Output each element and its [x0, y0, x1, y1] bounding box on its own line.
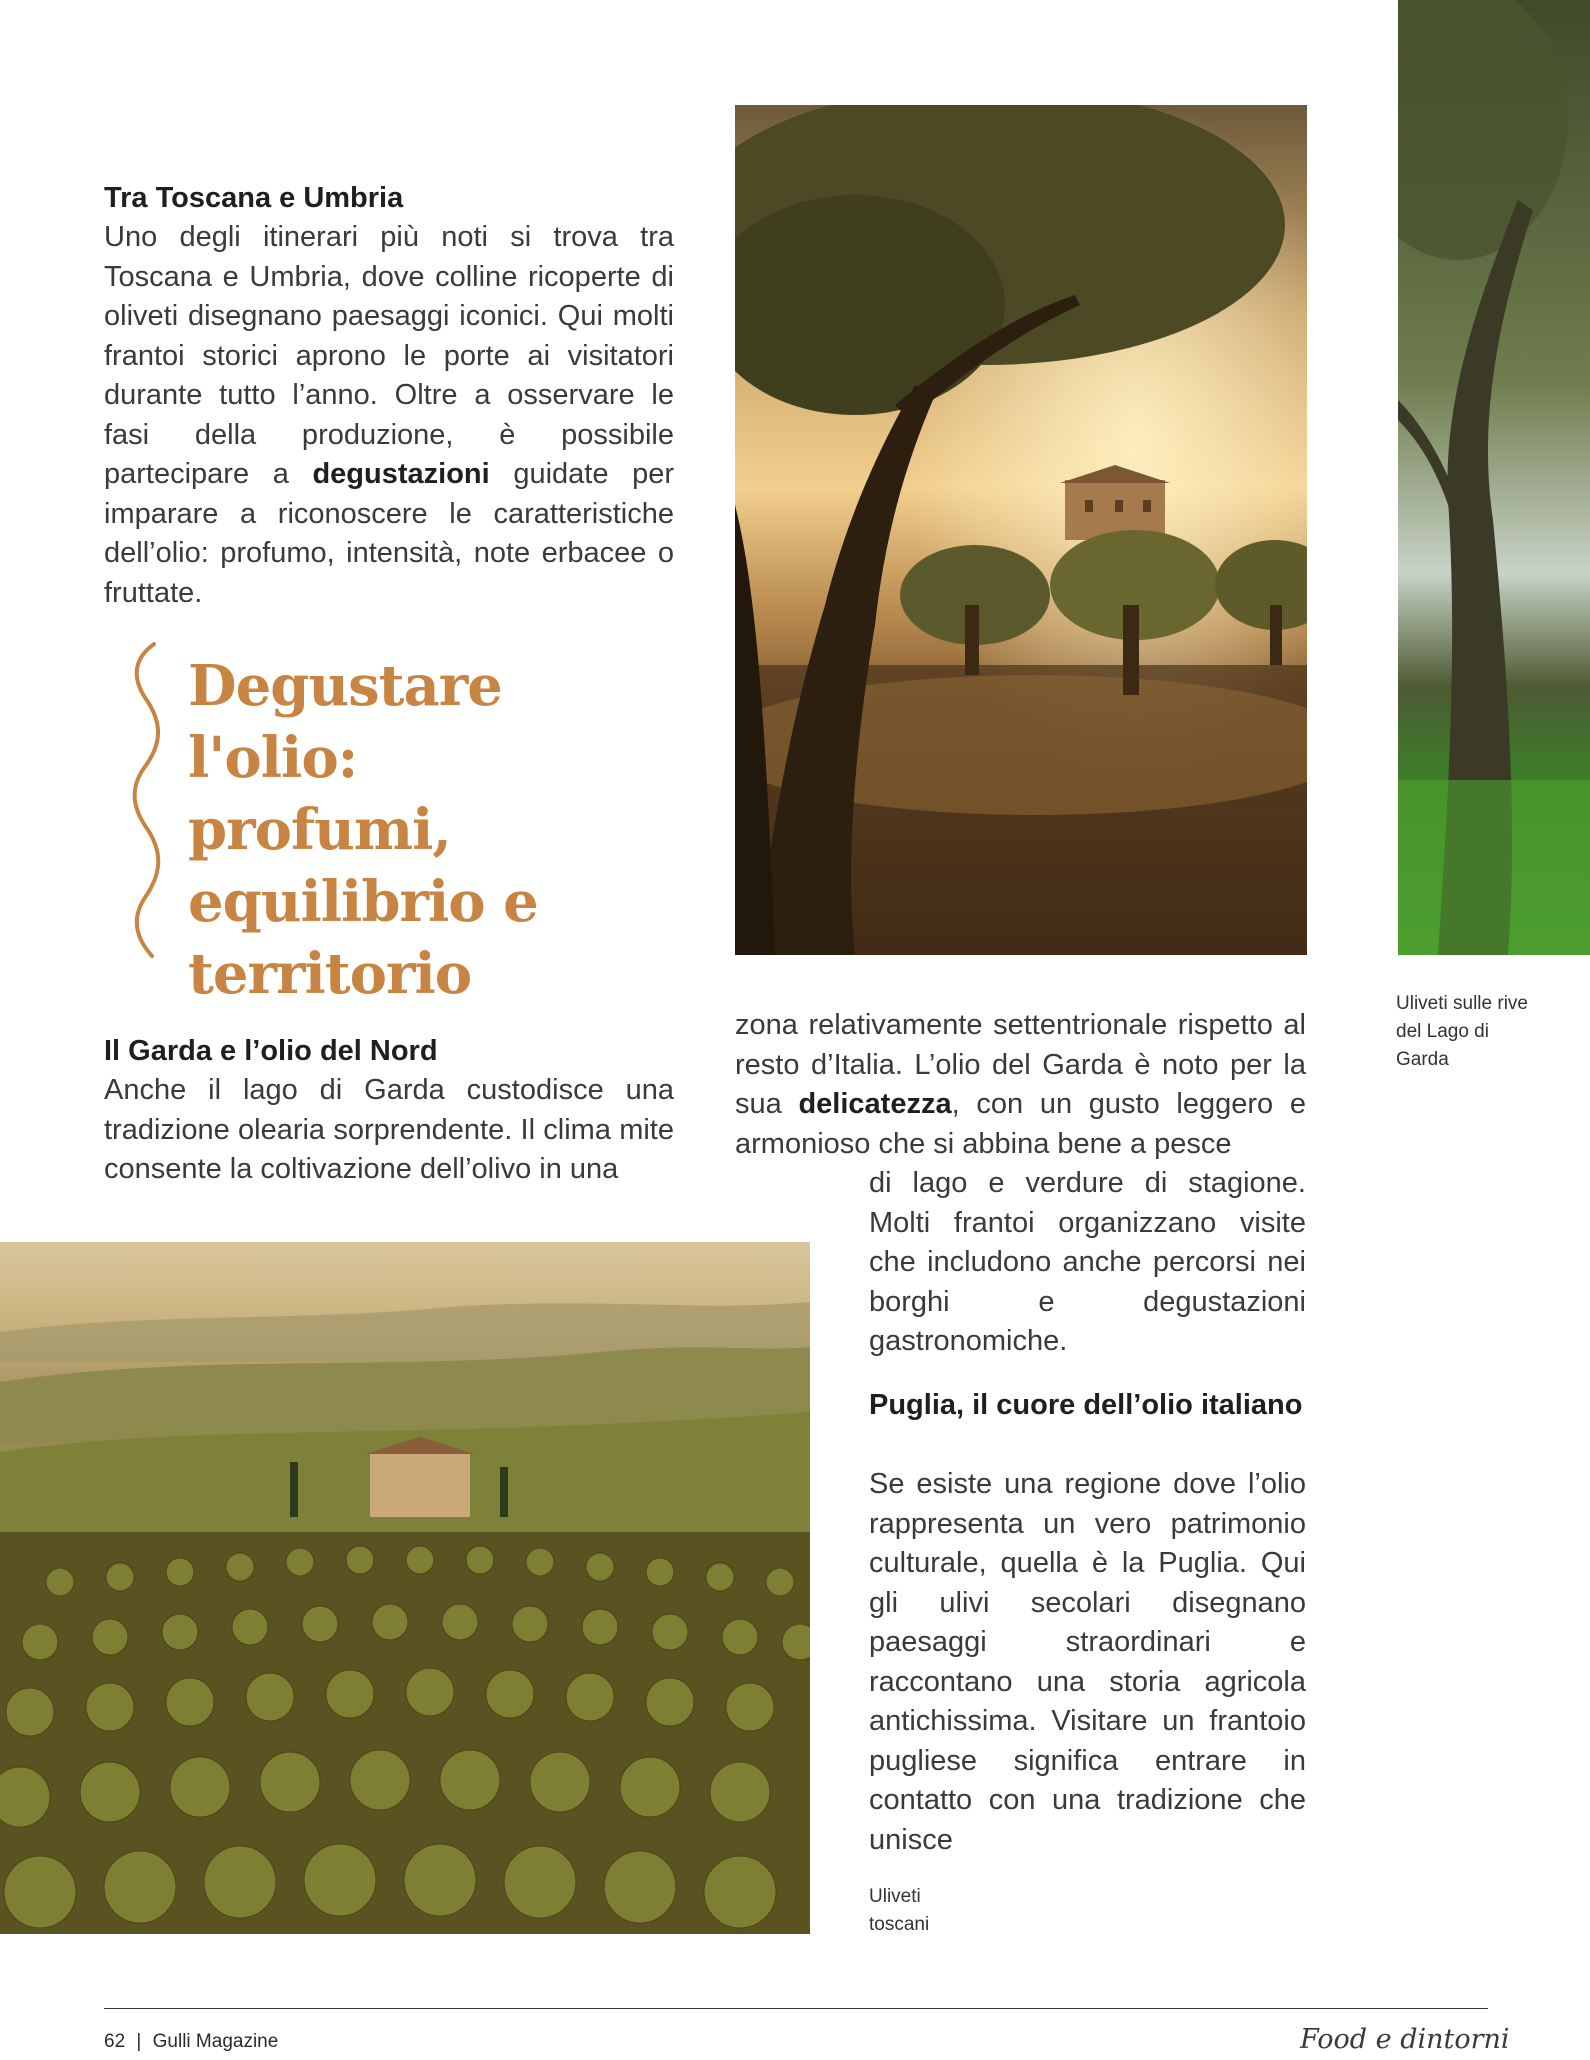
photo-tuscan-olive-rows: [0, 1242, 810, 1934]
highlight-degustazioni: degustazioni: [312, 458, 490, 490]
page-number: 62: [104, 2031, 126, 2052]
footer-separator: |: [136, 2031, 142, 2052]
heading-toscana-umbria: Tra Toscana e Umbria: [104, 182, 404, 214]
pull-quote: Degustare l'olio: profumi, equilibrio e territorio: [188, 653, 538, 1007]
highlight-delicatezza: delicatezza: [798, 1088, 952, 1120]
tuscan-olive-rows-image: [0, 1242, 810, 1934]
heading-garda: Il Garda e l’olio del Nord: [104, 1035, 438, 1067]
pull-quote-wavy-brace: [128, 640, 168, 960]
caption-garda: Uliveti sulle rive del Lago di Garda: [1396, 993, 1528, 1070]
paragraph-garda-continued: zona relativamente settentrionale rispetto al resto d’Italia. L’olio del Garda è noto per la sua delicatezza, con un gusto leggero e armonioso che si abbina bene a pesce: [735, 1009, 1306, 1160]
wavy-brace-icon: [128, 640, 168, 960]
paragraph-garda-end: di lago e verdure di stagione. Molti frantoi organizzano visite che includono anche percorsi nei borghi e degustazioni gastronomiche.: [869, 1167, 1306, 1357]
magazine-name: Gulli Magazine: [152, 2031, 279, 2052]
footer-divider: [104, 2008, 1488, 2009]
section-name: Food e dintorni: [1300, 2024, 1510, 2055]
caption-uliveti-toscani: Uliveti toscani: [869, 1886, 930, 1935]
footer-left: [104, 2030, 278, 2054]
heading-puglia: Puglia, il cuore dell’olio italiano: [869, 1389, 1303, 1421]
paragraph-toscana-umbria: Uno degli itinerari più noti si trova tra Toscana e Umbria, dove colline ricoperte di oliveti disegnano paesaggi iconici. Qui molti frantoi storici aprono le porte ai visitatori durante tutto l’anno. Oltre a osservare le fasi della produzione, è possibile partecipare a degustazioni guidate per imparare a riconoscere le caratteristiche dell’olio: profumo, intensità, note erbacee o fruttate.: [104, 221, 675, 609]
photo-olive-trees-sunset: [735, 105, 1307, 955]
photo-olive-trunk-garda: [1398, 0, 1590, 955]
paragraph-puglia: Se esiste una regione dove l’olio rappresenta un vero patrimonio culturale, quella è la Puglia. Qui gli ulivi secolari disegnano paesaggi straordinari e raccontano una storia agricola antichissima. Visitare un frantoio pugliese significa entrare in contatto con una tradizione che unisce: [869, 1468, 1306, 1856]
olive-trunk-image: [1398, 0, 1590, 955]
paragraph-garda-start: Anche il lago di Garda custodisce una tradizione olearia sorprendente. Il clima mite consente la coltivazione dell’olivo in una: [104, 1074, 674, 1185]
olive-grove-sunset-image: [735, 105, 1307, 955]
